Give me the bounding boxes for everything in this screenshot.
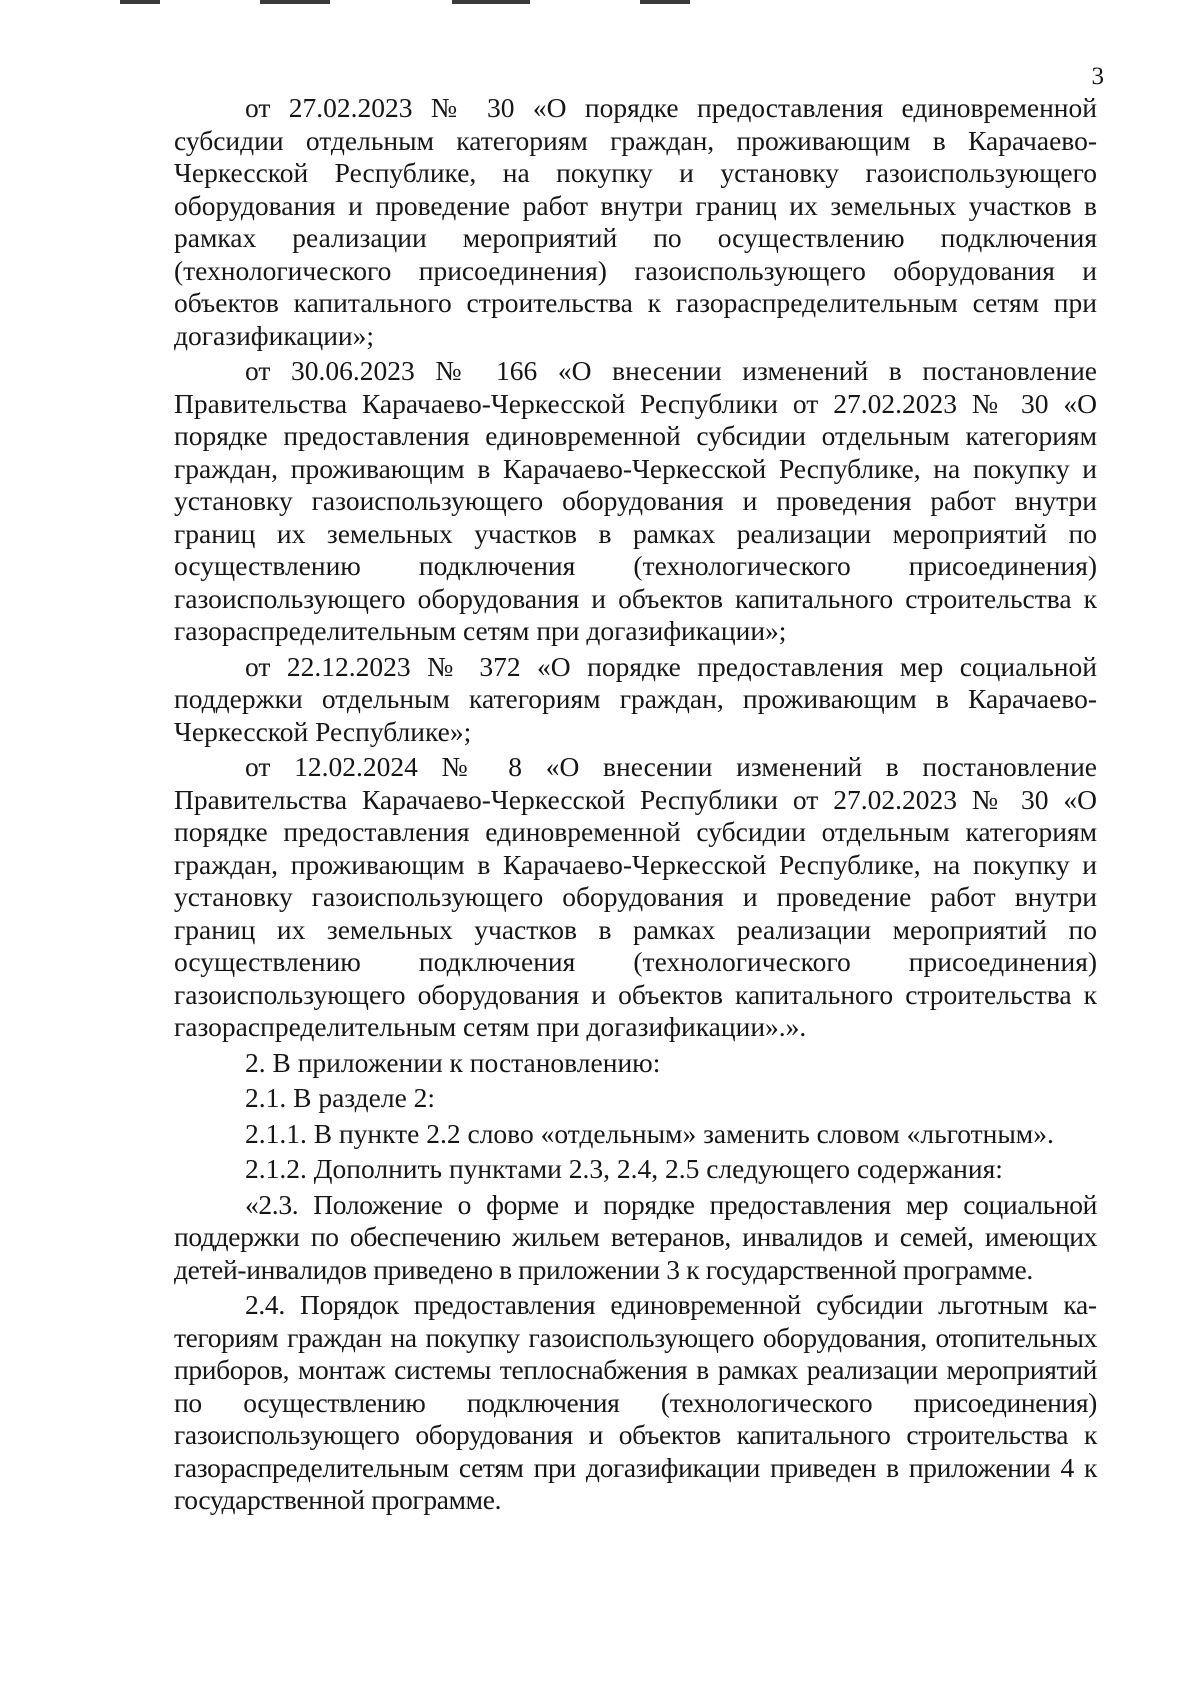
paragraph: 2. В приложении к постановлению: (245, 1046, 661, 1078)
scan-artifact (120, 0, 160, 4)
page-number: 3 (1091, 63, 1104, 90)
paragraph: 2.1.2. Дополнить пунктами 2.3, 2.4, 2.5 следующего содержания: (245, 1153, 1003, 1184)
paragraph: от 30.06.2023 № 166 «О внесении изменений в постановление Правительства Карачаево-Черкесской Республики от 27.02.2023 № 30 «О порядке предоставления единовременной субсидии отдельным категориям граждан, проживающим в Карачаево-Черкесской Республике, на покупку и установку газоиспользующего оборудования и проведения работ внутри границ их земельных участков в рамках реализации мероприятий по осуществлению подключения (технологического присоединения) газоиспользующего оборудования и объектов капитального строительства к газораспределительным сетям при догазификации»; (174, 355, 1097, 646)
scan-artifact (640, 0, 690, 4)
paragraph: от 22.12.2023 № 372 «О порядке предоставления мер социальной поддержки отдельным категориям граждан, проживающим в Карачаево-Черкесской Республике»; (174, 650, 1097, 747)
paragraph: 2.4. Порядок предоставления единовременной субсидии льготным категориям граждан на покупку газоиспользующего оборудования, отопительных приборов, монтаж системы теплоснабжения в рамках реализации мероприятий по осуществлению подключения (технологического присоединения) газоиспользующего оборудования и объектов капитального строительства к газораспределительным сетям при догазификации приведен в приложении 4 к государственной программе. (174, 1289, 1097, 1515)
paragraph: «2.3. Положение о форме и порядке предоставления мер социальной поддержки по обеспечению жильем ветеранов, инвалидов и семей, имеющих детей-инвалидов приведено в приложении 3 к государственной программе. (174, 1188, 1097, 1285)
paragraph: 2.1.1. В пункте 2.2 слово «отдельным» заменить словом «льготным». (245, 1117, 1054, 1149)
paragraph: от 12.02.2024 № 8 «О внесении изменений в постановление Правительства Карачаево-Черкесской Республики от 27.02.2023 № 30 «О порядке предоставления единовременной субсидии отдельным категориям граждан, проживающим в Карачаево-Черкесской Республике, на покупку и установку газоиспользующего оборудования и проведение работ внутри границ их земельных участков в рамках реализации мероприятий по осуществлению подключения (технологического присоединения) газоиспользующего оборудования и объектов капитального строительства к газораспределительным сетям при догазификации».». (174, 751, 1097, 1042)
scan-artifact (452, 0, 530, 4)
body-text (174, 92, 1097, 1520)
paragraph: от 27.02.2023 № 30 «О порядке предоставления единовременной субсидии отдельным категориям граждан, проживающим в Карачаево-Черкесской Республике, на покупку и установку газоиспользующего оборудования и проведение работ внутри границ их земельных участков в рамках реализации мероприятий по осуществлению подключения (технологического присоединения) газоиспользующего оборудования и объектов капитального строительства к газораспределительным сетям при догазификации»; (174, 92, 1097, 351)
scan-artifact (260, 0, 330, 4)
paragraph: 2.1. В разделе 2: (245, 1082, 436, 1113)
